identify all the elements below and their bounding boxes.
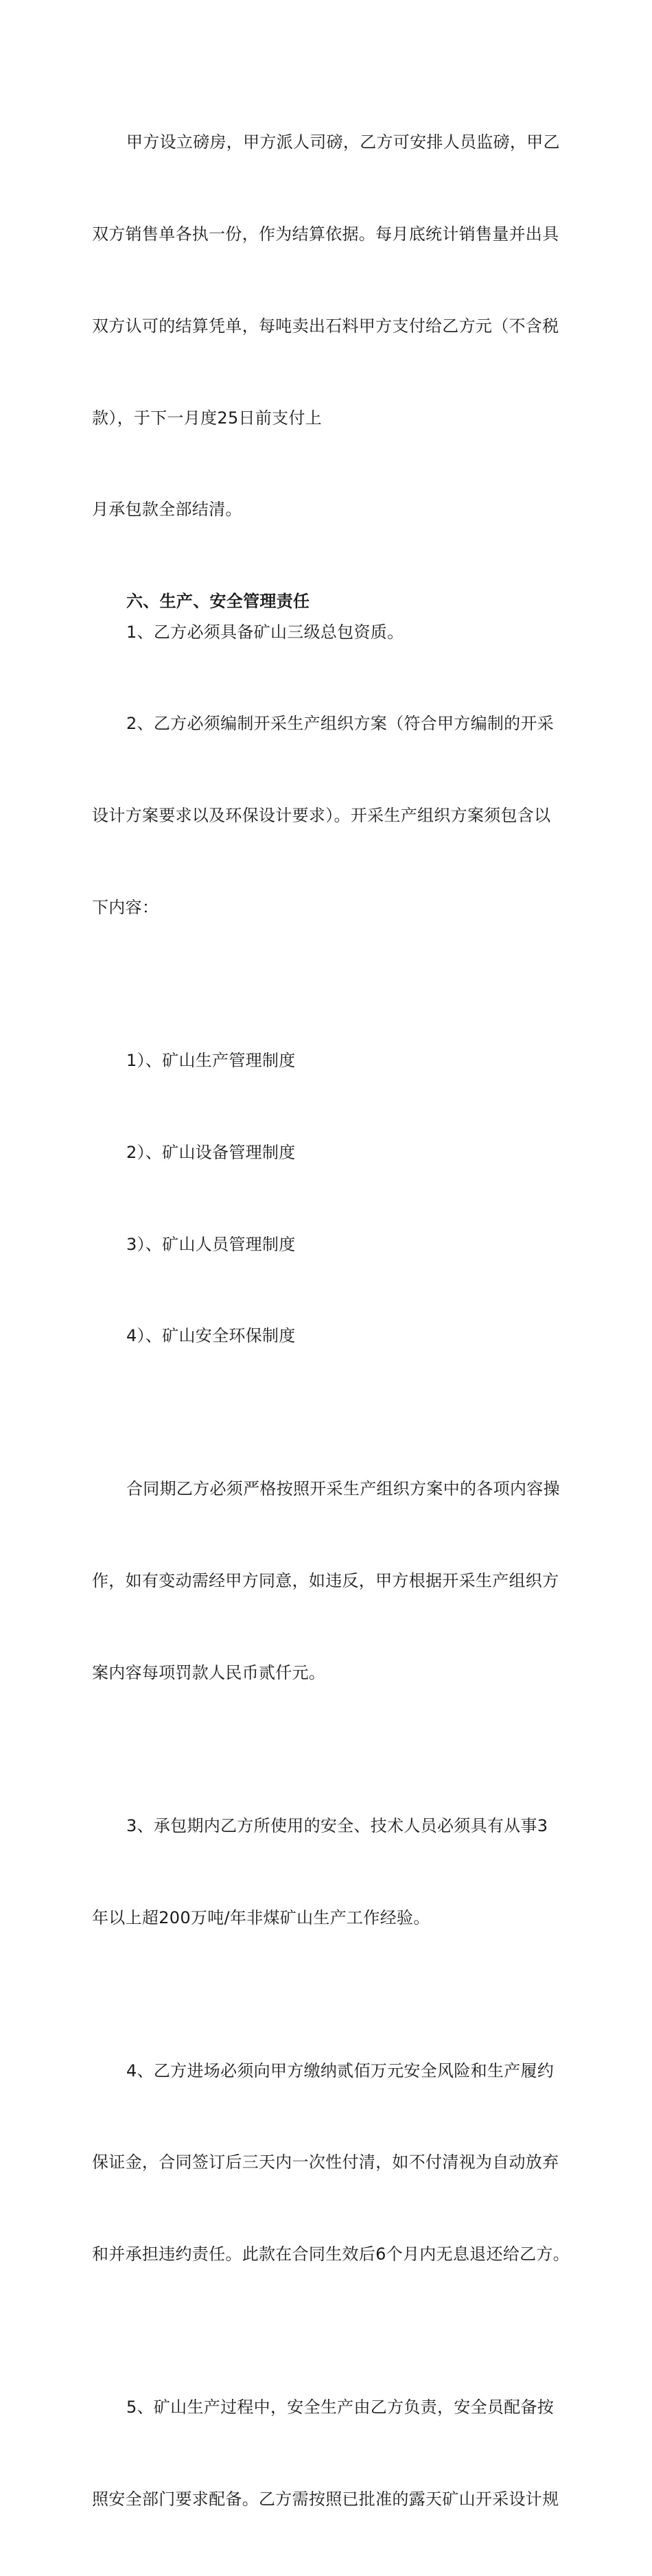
clause-item-5 <box>92 2331 572 2576</box>
text-line: 4、乙方进场必须向甲方缴纳贰佰万元安全风险和生产履约 <box>126 2061 555 2080</box>
text-line: 案内容每项罚款人民币贰仟元。 <box>92 1662 326 1682</box>
text-line: 2、乙方必须编制开采生产组织方案（符合甲方编制的开采 <box>126 714 555 734</box>
sub-item: 1）、矿山生产管理制度 <box>126 1051 296 1070</box>
document-body <box>92 66 572 2576</box>
text-line: 年以上超200万吨/年非煤矿山生产工作经验。 <box>92 1907 430 1927</box>
paragraph-settlement <box>92 66 572 586</box>
text-line: 照安全部门要求配备。乙方需按照已批准的露天矿山开采设计规 <box>92 2489 559 2509</box>
text-line: 3、承包期内乙方所使用的安全、技术人员必须具有从事3 <box>126 1815 548 1835</box>
text-line: 合同期乙方必须严格按照开采生产组织方案中的各项内容操 <box>126 1479 560 1499</box>
text-line: 甲方设立磅房，甲方派人司磅，乙方可安排人员监磅，甲乙 <box>126 132 560 152</box>
sub-item: 2）、矿山设备管理制度 <box>126 1142 296 1162</box>
text-line: 双方认可的结算凭单，每吨卖出石料甲方支付给乙方元（不含税 <box>92 316 559 336</box>
sub-item-list <box>92 984 572 1413</box>
text-line: 和并承担违约责任。此款在合同生效后6个月内无息退还给乙方。 <box>92 2244 570 2264</box>
text-line: 月承包款全部结清。 <box>92 500 242 520</box>
text-line: 5、矿山生产过程中，安全生产由乙方负责，安全员配备按 <box>126 2398 555 2417</box>
clause-item-1: 1、乙方必须具备矿山三级总包资质。 <box>126 622 404 642</box>
clause-item-2 <box>92 647 572 984</box>
paragraph-contract-period <box>92 1413 572 1750</box>
clause-item-3 <box>92 1750 572 1995</box>
text-line: 设计方案要求以及环保设计要求）。开采生产组织方案须包含以 <box>92 806 551 826</box>
clause-item-4 <box>92 1994 572 2331</box>
sub-item: 4）、矿山安全环保制度 <box>126 1326 296 1346</box>
text-line: 款），于下一月度25日前支付上 <box>92 408 323 428</box>
sub-item: 3）、矿山人员管理制度 <box>126 1234 296 1254</box>
text-line: 下内容： <box>92 898 159 918</box>
text-line: 双方销售单各执一份，作为结算依据。每月底统计销售量并出具 <box>92 224 559 244</box>
section-heading: 六、生产、安全管理责任 <box>126 592 310 612</box>
text-line: 作，如有变动需经甲方同意，如违反，甲方根据开采生产组织方 <box>92 1571 559 1591</box>
text-line: 保证金，合同签订后三天内一次性付清，如不付清视为自动放弃 <box>92 2153 559 2172</box>
